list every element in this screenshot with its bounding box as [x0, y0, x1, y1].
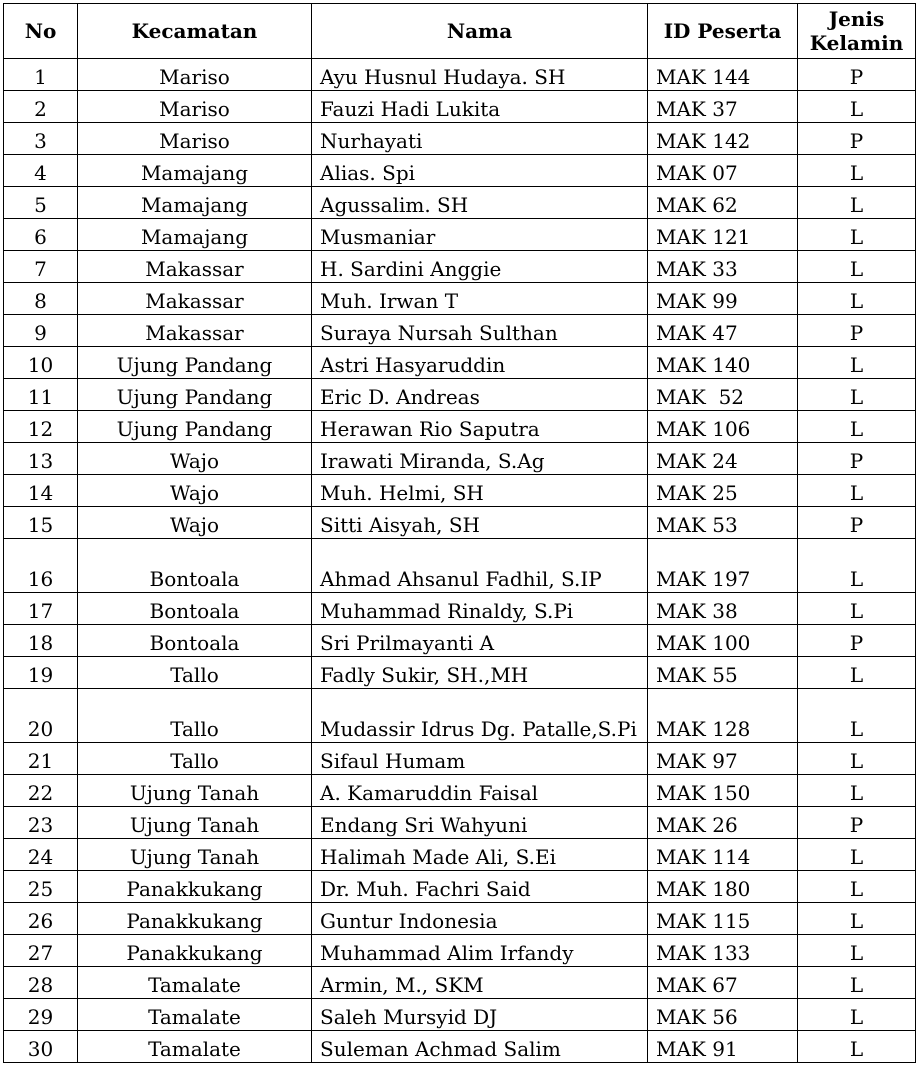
cell-jenis-kelamin: P	[798, 807, 916, 839]
cell-nama: Endang Sri Wahyuni	[312, 807, 648, 839]
cell-id-peserta: MAK 37	[648, 91, 798, 123]
cell-no: 13	[4, 443, 78, 475]
cell-no: 23	[4, 807, 78, 839]
participant-table	[3, 3, 916, 1063]
cell-jenis-kelamin: L	[798, 347, 916, 379]
table-row	[4, 155, 916, 187]
cell-nama: Nurhayati	[312, 123, 648, 155]
cell-jenis-kelamin: L	[798, 251, 916, 283]
table-row	[4, 593, 916, 625]
cell-jenis-kelamin: L	[798, 379, 916, 411]
cell-id-peserta: MAK 38	[648, 593, 798, 625]
cell-no: 6	[4, 219, 78, 251]
cell-jenis-kelamin: L	[798, 593, 916, 625]
cell-no: 30	[4, 1031, 78, 1063]
table-row	[4, 967, 916, 999]
cell-kecamatan: Panakkukang	[78, 935, 312, 967]
cell-id-peserta: MAK 133	[648, 935, 798, 967]
cell-nama: Halimah Made Ali, S.Ei	[312, 839, 648, 871]
table-row	[4, 219, 916, 251]
cell-jenis-kelamin: L	[798, 903, 916, 935]
cell-nama: Musmaniar	[312, 219, 648, 251]
cell-kecamatan: Ujung Pandang	[78, 379, 312, 411]
cell-kecamatan: Tallo	[78, 689, 312, 743]
cell-id-peserta: MAK 144	[648, 59, 798, 91]
cell-nama: Muhammad Alim Irfandy	[312, 935, 648, 967]
cell-jenis-kelamin: L	[798, 187, 916, 219]
cell-nama: Astri Hasyaruddin	[312, 347, 648, 379]
cell-no: 22	[4, 775, 78, 807]
cell-jenis-kelamin: L	[798, 657, 916, 689]
cell-jenis-kelamin: L	[798, 411, 916, 443]
cell-jenis-kelamin: L	[798, 689, 916, 743]
cell-kecamatan: Tallo	[78, 657, 312, 689]
table-row	[4, 625, 916, 657]
cell-nama: Dr. Muh. Fachri Said	[312, 871, 648, 903]
cell-kecamatan: Tallo	[78, 743, 312, 775]
cell-nama: Ahmad Ahsanul Fadhil, S.IP	[312, 539, 648, 593]
header-row	[4, 4, 916, 59]
cell-no: 9	[4, 315, 78, 347]
cell-id-peserta: MAK 197	[648, 539, 798, 593]
cell-jenis-kelamin: L	[798, 743, 916, 775]
table-row	[4, 379, 916, 411]
cell-kecamatan: Ujung Tanah	[78, 807, 312, 839]
cell-nama: Fadly Sukir, SH.,MH	[312, 657, 648, 689]
table-row	[4, 187, 916, 219]
cell-kecamatan: Makassar	[78, 315, 312, 347]
cell-nama: Mudassir Idrus Dg. Patalle,S.Pi	[312, 689, 648, 743]
cell-no: 20	[4, 689, 78, 743]
cell-kecamatan: Tamalate	[78, 967, 312, 999]
cell-no: 21	[4, 743, 78, 775]
cell-nama: Irawati Miranda, S.Ag	[312, 443, 648, 475]
table-row	[4, 999, 916, 1031]
cell-jenis-kelamin: P	[798, 123, 916, 155]
cell-id-peserta: MAK 180	[648, 871, 798, 903]
cell-kecamatan: Mariso	[78, 91, 312, 123]
cell-id-peserta: MAK 53	[648, 507, 798, 539]
cell-id-peserta: MAK 24	[648, 443, 798, 475]
cell-kecamatan: Bontoala	[78, 593, 312, 625]
cell-no: 8	[4, 283, 78, 315]
cell-id-peserta: MAK 140	[648, 347, 798, 379]
cell-id-peserta: MAK 33	[648, 251, 798, 283]
cell-nama: A. Kamaruddin Faisal	[312, 775, 648, 807]
cell-jenis-kelamin: P	[798, 443, 916, 475]
table-row	[4, 807, 916, 839]
table-row	[4, 347, 916, 379]
cell-jenis-kelamin: L	[798, 871, 916, 903]
cell-no: 4	[4, 155, 78, 187]
table-row	[4, 475, 916, 507]
cell-jenis-kelamin: L	[798, 219, 916, 251]
table-row	[4, 775, 916, 807]
cell-id-peserta: MAK 62	[648, 187, 798, 219]
cell-id-peserta: MAK 07	[648, 155, 798, 187]
cell-jenis-kelamin: L	[798, 839, 916, 871]
cell-kecamatan: Wajo	[78, 475, 312, 507]
table-row	[4, 935, 916, 967]
cell-nama: Armin, M., SKM	[312, 967, 648, 999]
table-row	[4, 839, 916, 871]
cell-nama: Suraya Nursah Sulthan	[312, 315, 648, 347]
cell-nama: Saleh Mursyid DJ	[312, 999, 648, 1031]
cell-jenis-kelamin: L	[798, 283, 916, 315]
cell-id-peserta: MAK 67	[648, 967, 798, 999]
cell-kecamatan: Panakkukang	[78, 903, 312, 935]
cell-no: 26	[4, 903, 78, 935]
cell-id-peserta: MAK 106	[648, 411, 798, 443]
cell-no: 7	[4, 251, 78, 283]
header-kecamatan: Kecamatan	[78, 4, 312, 59]
cell-id-peserta: MAK 121	[648, 219, 798, 251]
cell-jenis-kelamin: P	[798, 507, 916, 539]
header-id-peserta: ID Peserta	[648, 4, 798, 59]
cell-jenis-kelamin: L	[798, 1031, 916, 1063]
cell-id-peserta: MAK 47	[648, 315, 798, 347]
table-row	[4, 657, 916, 689]
cell-jenis-kelamin: L	[798, 539, 916, 593]
table-row	[4, 59, 916, 91]
cell-kecamatan: Mariso	[78, 59, 312, 91]
cell-id-peserta: MAK 128	[648, 689, 798, 743]
table-row	[4, 315, 916, 347]
cell-kecamatan: Panakkukang	[78, 871, 312, 903]
cell-nama: Alias. Spi	[312, 155, 648, 187]
cell-id-peserta: MAK 52	[648, 379, 798, 411]
table-row	[4, 411, 916, 443]
cell-no: 25	[4, 871, 78, 903]
cell-no: 27	[4, 935, 78, 967]
table-row	[4, 539, 916, 593]
cell-no: 5	[4, 187, 78, 219]
cell-no: 3	[4, 123, 78, 155]
cell-no: 15	[4, 507, 78, 539]
cell-kecamatan: Bontoala	[78, 539, 312, 593]
table-row	[4, 689, 916, 743]
cell-jenis-kelamin: L	[798, 967, 916, 999]
cell-jenis-kelamin: L	[798, 155, 916, 187]
cell-kecamatan: Makassar	[78, 283, 312, 315]
cell-id-peserta: MAK 25	[648, 475, 798, 507]
cell-kecamatan: Mamajang	[78, 219, 312, 251]
cell-jenis-kelamin: L	[798, 775, 916, 807]
header-no: No	[4, 4, 78, 59]
cell-nama: H. Sardini Anggie	[312, 251, 648, 283]
cell-kecamatan: Tamalate	[78, 999, 312, 1031]
cell-nama: Herawan Rio Saputra	[312, 411, 648, 443]
cell-jenis-kelamin: L	[798, 91, 916, 123]
cell-nama: Suleman Achmad Salim	[312, 1031, 648, 1063]
table-row	[4, 443, 916, 475]
cell-id-peserta: MAK 150	[648, 775, 798, 807]
cell-kecamatan: Wajo	[78, 443, 312, 475]
cell-nama: Ayu Husnul Hudaya. SH	[312, 59, 648, 91]
cell-kecamatan: Bontoala	[78, 625, 312, 657]
table-row	[4, 743, 916, 775]
table-row	[4, 903, 916, 935]
cell-id-peserta: MAK 26	[648, 807, 798, 839]
table-row	[4, 123, 916, 155]
cell-nama: Muh. Helmi, SH	[312, 475, 648, 507]
cell-nama: Sri Prilmayanti A	[312, 625, 648, 657]
cell-id-peserta: MAK 100	[648, 625, 798, 657]
cell-id-peserta: MAK 56	[648, 999, 798, 1031]
cell-no: 24	[4, 839, 78, 871]
table-row	[4, 507, 916, 539]
cell-kecamatan: Mamajang	[78, 155, 312, 187]
cell-jenis-kelamin: L	[798, 999, 916, 1031]
cell-no: 14	[4, 475, 78, 507]
table-row	[4, 283, 916, 315]
cell-nama: Sitti Aisyah, SH	[312, 507, 648, 539]
cell-kecamatan: Ujung Pandang	[78, 347, 312, 379]
cell-kecamatan: Mamajang	[78, 187, 312, 219]
cell-no: 17	[4, 593, 78, 625]
cell-id-peserta: MAK 114	[648, 839, 798, 871]
cell-nama: Fauzi Hadi Lukita	[312, 91, 648, 123]
cell-kecamatan: Wajo	[78, 507, 312, 539]
table-row	[4, 871, 916, 903]
cell-kecamatan: Ujung Tanah	[78, 839, 312, 871]
cell-no: 12	[4, 411, 78, 443]
header-jenis-kelamin: Jenis Kelamin	[798, 4, 916, 59]
cell-no: 19	[4, 657, 78, 689]
cell-no: 28	[4, 967, 78, 999]
cell-no: 18	[4, 625, 78, 657]
cell-nama: Muh. Irwan T	[312, 283, 648, 315]
cell-jenis-kelamin: P	[798, 625, 916, 657]
cell-no: 10	[4, 347, 78, 379]
cell-nama: Eric D. Andreas	[312, 379, 648, 411]
table-body	[4, 59, 916, 1063]
cell-jenis-kelamin: P	[798, 59, 916, 91]
cell-nama: Muhammad Rinaldy, S.Pi	[312, 593, 648, 625]
header-nama: Nama	[312, 4, 648, 59]
cell-no: 16	[4, 539, 78, 593]
cell-id-peserta: MAK 115	[648, 903, 798, 935]
cell-id-peserta: MAK 97	[648, 743, 798, 775]
cell-nama: Agussalim. SH	[312, 187, 648, 219]
cell-no: 2	[4, 91, 78, 123]
cell-nama: Sifaul Humam	[312, 743, 648, 775]
cell-no: 29	[4, 999, 78, 1031]
cell-no: 1	[4, 59, 78, 91]
cell-id-peserta: MAK 142	[648, 123, 798, 155]
cell-id-peserta: MAK 99	[648, 283, 798, 315]
cell-no: 11	[4, 379, 78, 411]
cell-kecamatan: Ujung Pandang	[78, 411, 312, 443]
table-row	[4, 1031, 916, 1063]
cell-kecamatan: Ujung Tanah	[78, 775, 312, 807]
cell-jenis-kelamin: P	[798, 315, 916, 347]
cell-kecamatan: Tamalate	[78, 1031, 312, 1063]
cell-kecamatan: Makassar	[78, 251, 312, 283]
table-row	[4, 91, 916, 123]
cell-nama: Guntur Indonesia	[312, 903, 648, 935]
cell-kecamatan: Mariso	[78, 123, 312, 155]
cell-jenis-kelamin: L	[798, 935, 916, 967]
participant-table-container	[3, 3, 916, 1063]
cell-id-peserta: MAK 91	[648, 1031, 798, 1063]
cell-jenis-kelamin: L	[798, 475, 916, 507]
cell-id-peserta: MAK 55	[648, 657, 798, 689]
table-row	[4, 251, 916, 283]
